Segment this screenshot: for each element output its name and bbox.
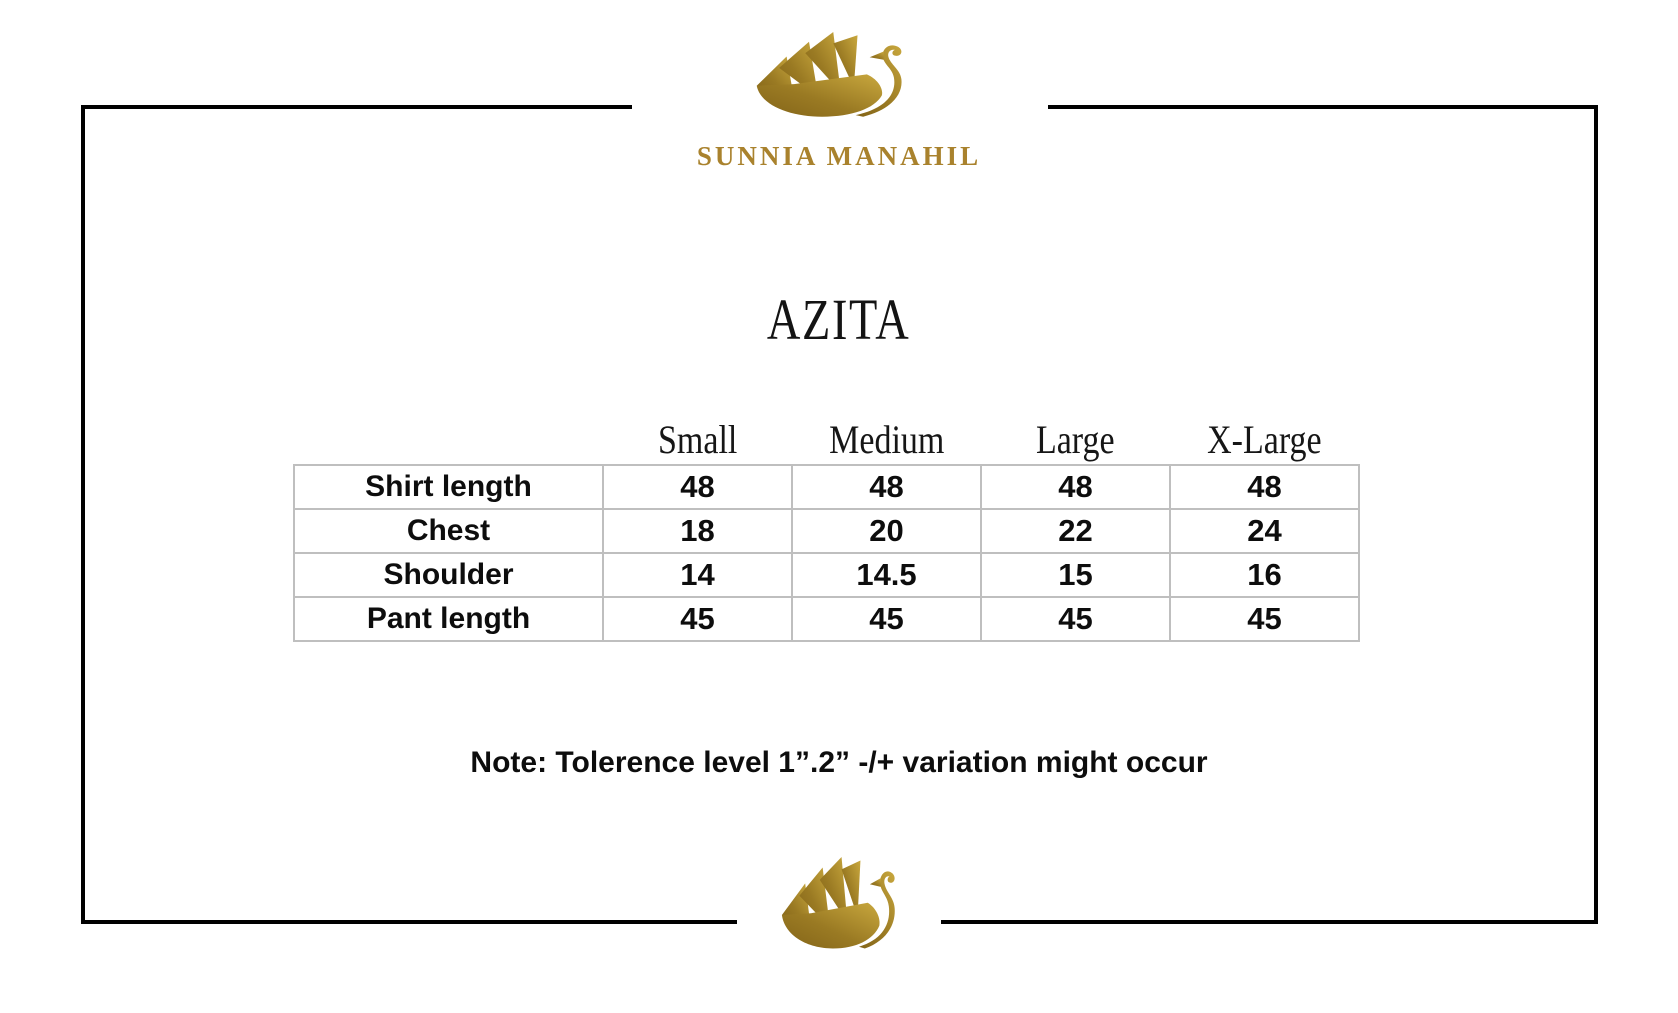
table-row: [294, 509, 1359, 553]
cell-shoulder-medium: 14.5: [792, 553, 981, 597]
cell-shirt-length-small: 48: [603, 465, 792, 509]
row-label-shoulder: Shoulder: [294, 553, 603, 597]
col-header-medium: Medium: [828, 417, 945, 462]
cell-pant-length-medium: 45: [792, 597, 981, 641]
cell-chest-large: 22: [981, 509, 1170, 553]
brand-name: SUNNIA MANAHIL: [696, 141, 982, 171]
row-label-shirt-length: Shirt length: [294, 465, 603, 509]
cell-shoulder-xlarge: 16: [1170, 553, 1359, 597]
size-chart-table: [293, 414, 1360, 642]
col-header-large: Large: [1036, 417, 1115, 462]
tolerance-note: Note: Tolerence level 1”.2” -/+ variation might occur: [470, 746, 1208, 779]
size-header-row: [294, 414, 1359, 465]
cell-shoulder-small: 14: [603, 553, 792, 597]
cell-pant-length-xlarge: 45: [1170, 597, 1359, 641]
cell-shoulder-large: 15: [981, 553, 1170, 597]
table-row: [294, 553, 1359, 597]
cell-pant-length-large: 45: [981, 597, 1170, 641]
cell-chest-medium: 20: [792, 509, 981, 553]
cell-pant-length-small: 45: [603, 597, 792, 641]
cell-shirt-length-xlarge: 48: [1170, 465, 1359, 509]
row-label-pant-length: Pant length: [294, 597, 603, 641]
table-row: [294, 465, 1359, 509]
corner-cell: [294, 414, 603, 465]
row-label-chest: Chest: [294, 509, 603, 553]
swan-logo-icon: [779, 857, 899, 952]
product-title: [0, 287, 1678, 352]
table-row: [294, 597, 1359, 641]
cell-chest-small: 18: [603, 509, 792, 553]
swan-logo-icon: [753, 32, 907, 120]
product-title-text: AZITA: [767, 287, 911, 352]
cell-shirt-length-large: 48: [981, 465, 1170, 509]
col-header-xlarge: X-Large: [1207, 417, 1322, 462]
cell-shirt-length-medium: 48: [792, 465, 981, 509]
col-header-small: Small: [657, 417, 738, 462]
cell-chest-xlarge: 24: [1170, 509, 1359, 553]
